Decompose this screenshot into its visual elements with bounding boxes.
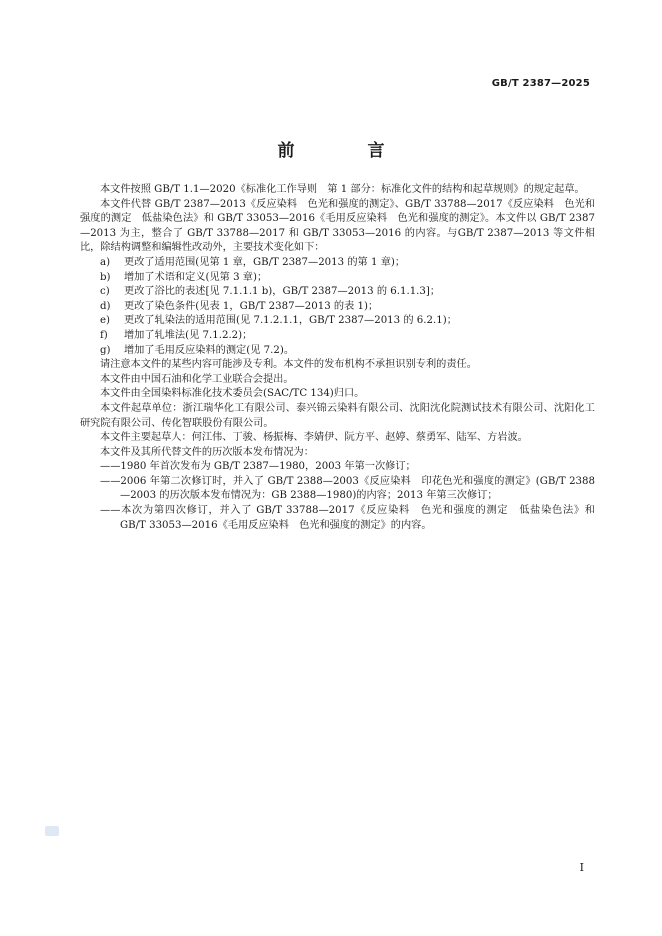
committee-note: 本文件由全国染料标准化技术委员会(SAC/TC 134)归口。: [100, 388, 365, 400]
history-item: ——1980 年首次发布为 GB/T 2387—1980，2003 年第一次修订；: [100, 461, 416, 473]
change-item: [80, 271, 595, 286]
foreword-body: [80, 183, 595, 533]
change-list: [80, 256, 595, 358]
change-item-label: b): [100, 271, 111, 283]
history-item: ——本次为第四次修订，并入了 GB/T 33788—2017《反应染料 色光和强度的测定 低盐染色法》和 GB/T 33053—2016《毛用反应染料 色光和强度的测定》的内容。: [100, 505, 595, 531]
change-item: [80, 300, 595, 315]
change-item-text: 更改了适用范围(见第 1 章，GB/T 2387—2013 的第 1 章)；: [124, 256, 406, 268]
paragraph-drafting-rules: 本文件按照 GB/T 1.1—2020《标准化工作导则 第 1 部分：标准化文件的结构和起草规则》的规定起草。: [100, 184, 585, 195]
change-item: [80, 344, 595, 359]
page-title: 前 言: [277, 141, 413, 161]
paragraph-replaces: 本文件代替 GB/T 2387—2013《反应染料 色光和强度的测定》、GB/T 33788—2017《反应染料 色光和强度的测定 低盐染色法》和 GB/T 33053—2016《毛用反应染料 色光和强度的测定》。本文件以 GB/T 2387—2013 为主，整合了 GB/T 33788—2017 和 GB/T 33053—2016 的内容。与GB/T 2387—2013 等文件相比，除结构调整和编辑性改动外，主要技术变化如下：: [80, 198, 595, 254]
patent-note: 请注意本文件的某些内容可能涉及专利。本文件的发布机构不承担识别专利的责任。: [100, 359, 477, 371]
standard-code: GB/T 2387—2025: [491, 78, 590, 89]
change-item-label: f): [100, 329, 108, 341]
change-item-label: d): [100, 300, 111, 312]
change-item-label: c): [100, 286, 110, 298]
change-item-text: 更改了染色条件(见表 1，GB/T 2387—2013 的表 1)；: [124, 300, 379, 312]
change-item-text: 增加了术语和定义(见第 3 章)；: [124, 271, 268, 283]
change-item-label: g): [100, 344, 111, 356]
drafters: 本文件主要起草人：何江伟、丁骏、杨振梅、李婧伊、阮方平、赵婷、蔡勇军、陆军、方岩波。: [100, 432, 528, 444]
change-item-text: 增加了轧堆法(见 7.1.2.2)；: [124, 329, 253, 341]
proposer-note: 本文件由中国石油和化学工业联合会提出。: [100, 373, 294, 385]
change-item: [80, 256, 595, 271]
change-item: [80, 285, 595, 300]
drafting-units: 本文件起草单位：浙江瑞华化工有限公司、泰兴锦云染料有限公司、沈阳沈化院测试技术有限公司、沈阳化工研究院有限公司、传化智联股份有限公司。: [80, 402, 595, 429]
change-item-text: 更改了浴比的表述[见 7.1.1.1 b)，GB/T 2387—2013 的 6.1.1.3]；: [124, 286, 441, 298]
change-item: [80, 329, 595, 344]
change-item: [80, 314, 595, 329]
change-item-label: a): [100, 256, 111, 268]
history-item: ——2006 年第二次修订时，并入了 GB/T 2388—2003《反应染料 印花色光和强度的测定》(GB/T 2388—2003 的历次版本发布情况为：GB 2388—1980)的内容；2013 年第三次修订；: [100, 475, 595, 502]
history-intro: 本文件及其所代替文件的历次版本发布情况为：: [100, 446, 314, 458]
page-number: I: [579, 861, 584, 874]
change-item-text: 增加了毛用反应染料的测定(见 7.2)。: [124, 344, 295, 356]
history-list: [80, 460, 595, 533]
change-item-label: e): [100, 315, 111, 327]
change-item-text: 更改了轧染法的适用范围(见 7.1.2.1.1，GB/T 2387—2013 的 6.2.1)；: [124, 315, 457, 327]
watermark-logo: [45, 826, 59, 836]
